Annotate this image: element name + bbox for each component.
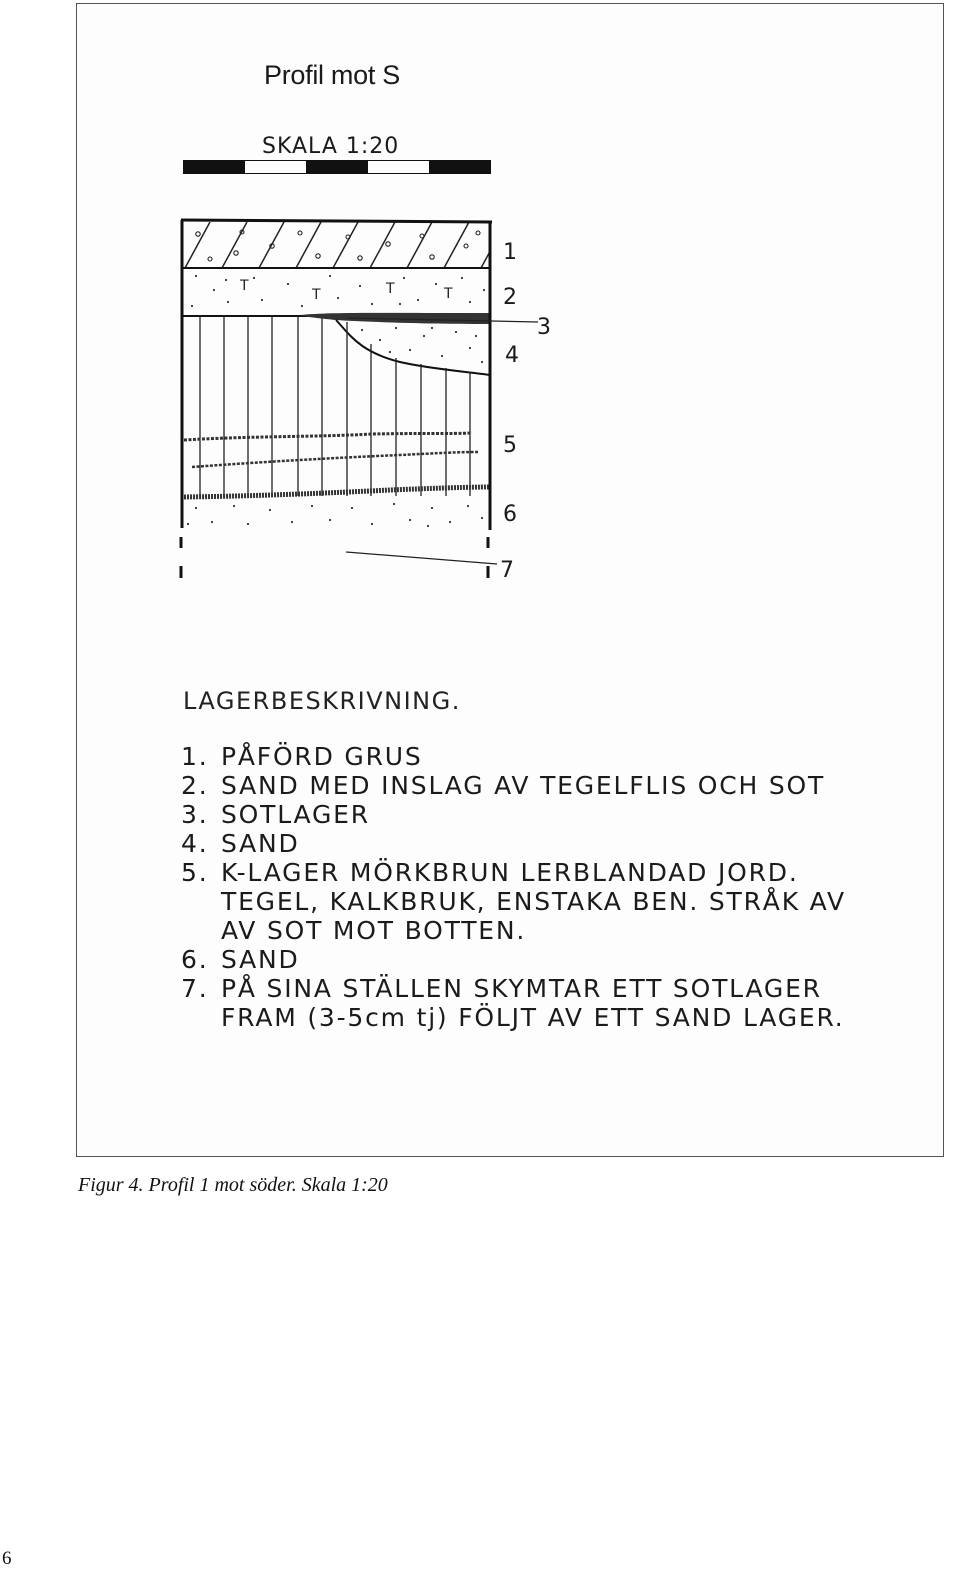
legend-item-text: K-LAGER MÖRKBRUN LERBLANDAD JORD. TEGEL, KALKBRUK, ENSTAKA BEN. STRÅK AV AV SOT MOT BOTTEN. [221,858,846,945]
layer-number: 6 [503,502,517,527]
legend-item-number: 2. [181,771,209,800]
figure-title: Profil mot S [264,60,400,90]
soil-profile-drawing [170,210,570,590]
legend-item [181,800,846,829]
page-number: 6 [2,1548,12,1569]
legend-item [181,945,846,974]
legend-item [181,771,846,800]
legend-item-text: SAND [221,829,300,858]
layer-6-sand [187,503,483,527]
legend-item-number: 1. [181,742,209,771]
legend-title: LAGERBESKRIVNING. [183,687,461,715]
legend-item-number: 3. [181,800,209,829]
soot-streaks [184,433,489,497]
layer-1-gravel [185,222,506,268]
scale-bar-segment [368,161,429,173]
layer-number: 4 [505,343,519,368]
legend-item-text: PÅFÖRD GRUS [221,742,423,771]
legend-item-text: SOTLAGER [221,800,370,829]
layer-number: 5 [503,433,517,458]
legend-item-number: 4. [181,829,209,858]
layer-legend [181,742,846,1032]
legend-item-text: SAND MED INSLAG AV TEGELFLIS OCH SOT [221,771,826,800]
scale-bar-segment [245,161,306,173]
layer-number: 1 [503,240,517,265]
legend-item [181,829,846,858]
sherd-mark: T [240,278,249,294]
legend-item [181,742,846,771]
scale-bar-segment [306,161,367,173]
legend-item-number: 6. [181,945,209,974]
sherd-mark: T [444,286,453,302]
legend-item-number: 7. [181,974,209,1003]
legend-item [181,858,846,945]
legend-item [181,974,846,1032]
layer-number: 3 [537,315,551,340]
figure-caption: Figur 4. Profil 1 mot söder. Skala 1:20 [78,1174,388,1196]
sherd-mark: T [386,281,395,297]
scale-bar-segment [429,161,490,173]
scale-label: SKALA 1:20 [262,134,400,159]
scale-bar-segment [184,161,245,173]
layer-4-sand [336,320,490,375]
scale-bar [183,160,491,174]
layer-number: 7 [500,558,514,583]
layer-2-sand-with-brick [191,275,485,307]
legend-item-text: PÅ SINA STÄLLEN SKYMTAR ETT SOTLAGER FRAM (3-5cm tj) FÖLJT AV ETT SAND LAGER. [221,974,845,1032]
legend-item-number: 5. [181,858,209,887]
layer-5-culture-layer [200,316,470,496]
sherd-mark: T [312,287,321,303]
layer-number: 2 [503,285,517,310]
legend-item-text: SAND [221,945,300,974]
